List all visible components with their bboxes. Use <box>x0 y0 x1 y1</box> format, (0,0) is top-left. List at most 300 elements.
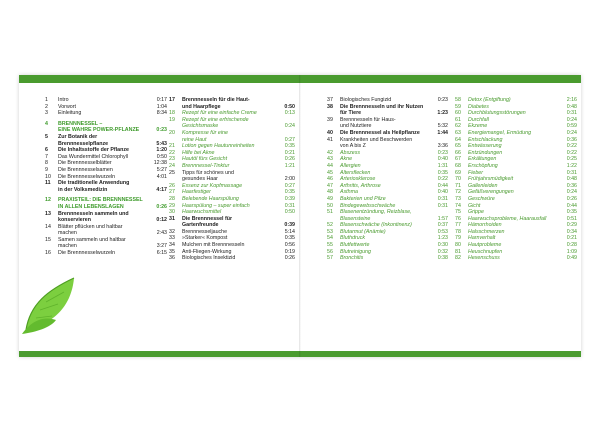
track-row <box>455 216 577 223</box>
track-row <box>45 224 167 231</box>
track-number: 64 <box>455 136 461 143</box>
track-row <box>169 203 295 210</box>
track-row <box>327 203 448 210</box>
track-title: Gartenfreunde <box>182 222 219 229</box>
track-row <box>455 196 577 203</box>
track-row <box>455 183 577 190</box>
track-number: 26 <box>169 182 175 189</box>
track-title: Abszess <box>340 149 361 156</box>
track-number: 12 <box>45 197 51 204</box>
track-duration: 0:35 <box>566 209 577 216</box>
track-title: Hautprobleme <box>468 242 502 249</box>
track-row <box>169 249 295 256</box>
track-number: 37 <box>327 97 333 103</box>
track-duration: 1:23 <box>437 235 448 242</box>
track-number: 22 <box>169 149 175 156</box>
track-title: Blasenentzündung, Reizblase, <box>340 209 412 216</box>
track-row <box>455 143 577 150</box>
track-number: 35 <box>169 248 175 255</box>
track-number: 2 <box>45 103 48 110</box>
track-title: Rezept für eine erfrischende <box>182 116 249 123</box>
track-duration: 0:31 <box>566 169 577 176</box>
track-row <box>455 242 577 249</box>
track-row <box>45 250 167 257</box>
track-row <box>169 196 295 203</box>
track-title: machen <box>58 230 77 237</box>
track-row <box>327 235 448 242</box>
track-number: 33 <box>169 235 175 242</box>
track-title: Blasensteine <box>340 215 371 222</box>
track-title: Intro <box>58 97 69 103</box>
track-duration: 8:34 <box>156 110 167 117</box>
track-row <box>327 156 448 163</box>
track-title: Zur Botanik der <box>58 133 98 140</box>
track-duration: 0:48 <box>566 103 577 110</box>
track-title: Hautöl fürs Gesicht <box>182 156 228 163</box>
track-row <box>327 117 448 124</box>
track-title: Rezept für eine einfache Creme <box>182 110 257 117</box>
track-title: Blutarmut (Anämie) <box>340 228 386 235</box>
track-number: 38 <box>327 103 333 110</box>
track-title: Tipps für schönes und <box>182 169 234 176</box>
track-number: 43 <box>327 156 333 163</box>
track-duration: 0:21 <box>284 149 295 156</box>
track-row <box>327 216 448 223</box>
track-duration: 0:25 <box>566 156 577 163</box>
track-row <box>169 156 295 163</box>
track-number: 36 <box>169 255 175 262</box>
track-duration: 1:44 <box>437 129 448 136</box>
track-title: Allergien <box>340 162 361 169</box>
track-number: 45 <box>327 169 333 176</box>
track-title: Arteriosklerose <box>340 176 376 183</box>
track-title: Gefäßverengungen <box>468 189 514 196</box>
track-title: Brennnesseln für die Haut- <box>182 97 250 103</box>
track-number: 55 <box>327 242 333 249</box>
track-title: Frühjahrsmüdigkeit <box>468 176 514 183</box>
track-row <box>455 130 577 137</box>
track-duration: 1:31 <box>437 162 448 169</box>
track-title: Fieber <box>468 169 484 176</box>
track-title: und Nutztiere <box>340 123 372 130</box>
track-row <box>455 189 577 196</box>
track-duration: 0:28 <box>566 242 577 249</box>
track-title: Hilfe bei Akne <box>182 149 215 156</box>
track-title: Samen sammeln und haltbar <box>58 236 126 243</box>
track-title: Mulchen mit Brennnesseln <box>182 242 245 249</box>
track-number: 5 <box>45 133 48 140</box>
track-number: 52 <box>327 222 333 229</box>
track-duration: 3:27 <box>156 243 167 250</box>
track-row <box>45 97 167 104</box>
track-row <box>169 235 295 242</box>
track-row <box>327 123 448 130</box>
track-row <box>455 156 577 163</box>
track-row <box>45 237 167 244</box>
track-number: 8 <box>45 160 48 167</box>
track-row <box>327 222 448 229</box>
track-duration: 0:39 <box>284 195 295 202</box>
track-title: Grippe <box>468 209 484 216</box>
track-row <box>45 147 167 154</box>
track-row <box>169 222 295 229</box>
track-title: Die traditionelle Anwendung <box>58 180 130 187</box>
track-duration: 1:09 <box>566 248 577 255</box>
track-duration: 0:35 <box>284 143 295 150</box>
track-title: BRENNNESSEL – <box>58 120 103 127</box>
track-duration: 4:17 <box>156 186 167 193</box>
top-band-right <box>300 75 581 83</box>
track-duration: 4:01 <box>156 173 167 180</box>
track-duration: 5:27 <box>156 166 167 173</box>
track-row <box>169 216 295 223</box>
track-title: reine Haut <box>182 136 207 143</box>
track-row <box>169 189 295 196</box>
track-title: Brennnesseln für Haus- <box>340 116 396 123</box>
track-number: 44 <box>327 162 333 169</box>
track-title: Gicht <box>468 202 481 209</box>
track-number: 66 <box>455 149 461 156</box>
track-duration: 0:26 <box>156 203 167 210</box>
track-title: Die Brennnesseln und ihr Nutzen <box>340 103 424 110</box>
track-title: Gesichtsmaske <box>182 123 219 130</box>
track-row <box>45 141 167 148</box>
track-title: Entwässerung <box>468 143 502 150</box>
track-row <box>45 154 167 161</box>
track-title: Bronchitis <box>340 255 364 262</box>
track-title: Heuschnupfen <box>468 248 503 255</box>
track-duration: 1:22 <box>566 162 577 169</box>
track-number: 39 <box>327 116 333 123</box>
track-duration: 2:43 <box>156 230 167 237</box>
track-row <box>455 203 577 210</box>
track-row <box>169 163 295 170</box>
track-number: 16 <box>45 250 51 257</box>
track-row <box>327 249 448 256</box>
track-number: 61 <box>455 116 461 123</box>
track-number: 72 <box>455 189 461 196</box>
track-title: und Haarpflege <box>182 103 221 110</box>
track-number: 80 <box>455 242 461 249</box>
track-row <box>327 170 448 177</box>
track-row <box>327 176 448 183</box>
track-number: 56 <box>327 248 333 255</box>
track-duration: 0:21 <box>566 235 577 242</box>
track-row <box>455 97 577 104</box>
track-title: »Starker« Kompost <box>182 235 228 242</box>
track-title: Bakterien und Pilze <box>340 195 386 202</box>
track-title: Die Brennnesselwurzeln <box>58 250 116 257</box>
track-row <box>455 163 577 170</box>
track-number: 54 <box>327 235 333 242</box>
track-title: Detox (Entgiftung) <box>468 97 511 103</box>
track-duration: 0:24 <box>566 189 577 196</box>
track-title: Krankheiten und Beschwerden <box>340 136 413 143</box>
track-row <box>327 229 448 236</box>
track-duration: 0:23 <box>437 149 448 156</box>
track-row <box>327 110 448 117</box>
track-duration: 0:39 <box>284 222 295 229</box>
track-title: Harnverhalt <box>468 235 496 242</box>
track-title: Biologisches Insektizid <box>182 255 236 262</box>
track-row <box>45 243 167 250</box>
track-number: 34 <box>169 242 175 249</box>
track-row <box>327 163 448 170</box>
track-title: von A bis Z <box>340 143 366 150</box>
track-row <box>169 137 295 144</box>
track-number: 13 <box>45 210 51 217</box>
track-number: 63 <box>455 129 461 136</box>
track-number: 41 <box>327 136 333 143</box>
track-row <box>45 134 167 141</box>
track-row <box>45 180 167 187</box>
track-title: Haarwuchsprobleme, Haarausfall <box>468 215 547 222</box>
track-title: Geschwüre <box>468 195 495 202</box>
track-row <box>455 117 577 124</box>
track-duration: 0:50 <box>284 103 295 110</box>
track-duration: 0:26 <box>566 195 577 202</box>
track-title: EINE WAHRE POWER-PFLANZE <box>58 127 140 134</box>
track-duration: 0:26 <box>284 156 295 163</box>
track-row <box>327 255 448 262</box>
track-duration: 0:40 <box>437 156 448 163</box>
track-duration: 0:59 <box>566 123 577 130</box>
track-duration: 0:22 <box>437 176 448 183</box>
booklet-spine <box>299 75 301 357</box>
track-duration: 1:04 <box>156 103 167 110</box>
track-duration: 0:36 <box>566 136 577 143</box>
track-duration: 0:35 <box>437 169 448 176</box>
track-number: 14 <box>45 223 51 230</box>
track-title: Akne <box>340 156 353 163</box>
track-title: Bluthdruck <box>340 235 366 242</box>
track-number: 81 <box>455 248 461 255</box>
track-title: Blutfettwerte <box>340 242 370 249</box>
track-row <box>455 110 577 117</box>
track-number: 49 <box>327 195 333 202</box>
track-number: 24 <box>169 162 175 169</box>
track-duration: 0:34 <box>566 228 577 235</box>
track-number: 79 <box>455 235 461 242</box>
track-duration: 0:37 <box>437 222 448 229</box>
track-number: 46 <box>327 176 333 183</box>
track-number: 47 <box>327 182 333 189</box>
track-number: 20 <box>169 129 175 136</box>
track-row <box>455 249 577 256</box>
track-row <box>45 167 167 174</box>
track-title: Energiemangel, Ermüdung <box>468 129 532 136</box>
track-title: Durchblutungsstörungen <box>468 110 526 117</box>
track-row <box>169 104 295 111</box>
track-row <box>455 150 577 157</box>
track-duration: 0:44 <box>566 202 577 209</box>
track-title: Hexenschuss <box>468 255 500 262</box>
track-number: 50 <box>327 202 333 209</box>
track-number: 59 <box>455 103 461 110</box>
track-row <box>169 170 295 177</box>
track-row <box>455 123 577 130</box>
track-title: Die Brennnessel als Heilpflanze <box>340 129 420 136</box>
track-duration: 0:35 <box>284 235 295 242</box>
track-title: Vorwort <box>58 103 76 110</box>
track-duration: 0:31 <box>284 202 295 209</box>
track-number: 9 <box>45 166 48 173</box>
track-number: 58 <box>455 97 461 103</box>
track-row <box>455 176 577 183</box>
tracklist-column-1 <box>45 97 167 257</box>
track-duration: 0:36 <box>566 182 577 189</box>
track-duration: 12:38 <box>153 160 167 167</box>
track-title: Kompresse für eine <box>182 129 228 136</box>
track-row <box>45 121 167 128</box>
track-row <box>169 123 295 130</box>
track-number: 57 <box>327 255 333 262</box>
track-row <box>169 150 295 157</box>
track-duration: 3:36 <box>437 143 448 150</box>
track-number: 74 <box>455 202 461 209</box>
track-title: Ekzeme <box>468 123 488 130</box>
track-row <box>45 230 167 237</box>
track-row <box>169 209 295 216</box>
track-number: 29 <box>169 202 175 209</box>
track-row <box>169 242 295 249</box>
track-duration: 5:43 <box>156 140 167 147</box>
bottom-band-right <box>300 351 581 357</box>
track-number: 73 <box>455 195 461 202</box>
track-title: Durchfall <box>468 116 489 123</box>
track-number: 19 <box>169 116 175 123</box>
track-title: Blätter pflücken und haltbar <box>58 223 123 230</box>
cd-booklet <box>19 75 581 357</box>
track-duration: 1:57 <box>437 215 448 222</box>
track-duration: 0:56 <box>284 242 295 249</box>
track-row <box>327 150 448 157</box>
track-row <box>455 104 577 111</box>
track-number: 40 <box>327 129 333 136</box>
track-title: für Tiere <box>340 110 362 117</box>
track-number: 51 <box>327 209 333 216</box>
track-title: Belebende Haarspülung <box>182 195 239 202</box>
track-duration: 6:15 <box>156 250 167 257</box>
track-title: Die Inhaltsstoffe der Pflanze <box>58 147 129 154</box>
track-row <box>455 170 577 177</box>
track-title: Anti-Fliegen-Wirkung <box>182 248 232 255</box>
track-title: Einleitung <box>58 110 82 117</box>
track-number: 11 <box>45 180 51 187</box>
track-number: 42 <box>327 149 333 156</box>
track-row <box>169 229 295 236</box>
track-row <box>327 130 448 137</box>
track-title: Brennnessel-Tinktur <box>182 162 230 169</box>
track-row <box>45 127 167 134</box>
track-duration: 0:24 <box>566 116 577 123</box>
track-title: Haarfestiger <box>182 189 211 196</box>
track-title: gesundes Haar <box>182 176 218 183</box>
track-duration: 0:35 <box>284 189 295 196</box>
track-number: 78 <box>455 228 461 235</box>
track-title: Diabetes <box>468 103 489 110</box>
track-row <box>169 176 295 183</box>
track-row <box>455 209 577 216</box>
track-duration: 5:32 <box>437 123 448 130</box>
track-number: 3 <box>45 110 48 117</box>
track-title: Erschöpfung <box>468 162 498 169</box>
track-number: 30 <box>169 209 175 216</box>
track-row <box>327 137 448 144</box>
track-title: Arthritis, Arthrose <box>340 182 381 189</box>
track-title: Blutreinigung <box>340 248 371 255</box>
track-title: Erkältungen <box>468 156 497 163</box>
track-number: 18 <box>169 110 175 117</box>
track-number: 68 <box>455 162 461 169</box>
track-row <box>45 211 167 218</box>
track-duration: 1:21 <box>284 162 295 169</box>
track-title: Haarwuchsmittel <box>182 209 222 216</box>
track-number: 10 <box>45 173 51 180</box>
track-row <box>327 209 448 216</box>
track-duration: 5:14 <box>284 228 295 235</box>
track-row <box>327 183 448 190</box>
track-row <box>455 235 577 242</box>
track-row <box>45 187 167 194</box>
track-number: 25 <box>169 169 175 176</box>
track-number: 1 <box>45 97 48 103</box>
track-title: Hämorrhoiden <box>468 222 502 229</box>
track-duration: 0:44 <box>437 182 448 189</box>
track-title: Gallenleiden <box>468 182 498 189</box>
track-duration: 0:24 <box>284 123 295 130</box>
track-row <box>169 110 295 117</box>
track-title: Die Brennnessel für <box>182 215 233 222</box>
track-title: Das Wundermittel Chlorophyll <box>58 153 128 160</box>
track-row <box>45 217 167 224</box>
track-number: 28 <box>169 195 175 202</box>
track-number: 67 <box>455 156 461 163</box>
track-title: Halsschmerzen <box>468 228 505 235</box>
track-number: 21 <box>169 143 175 150</box>
track-duration: 0:24 <box>566 129 577 136</box>
track-number: 7 <box>45 153 48 160</box>
track-duration: 0:49 <box>566 255 577 262</box>
track-row <box>169 183 295 190</box>
track-title: Altersflecken <box>340 169 371 176</box>
track-row <box>45 204 167 211</box>
track-row <box>455 137 577 144</box>
track-duration: 0:19 <box>284 248 295 255</box>
track-duration: 1:20 <box>156 147 167 154</box>
track-duration: 0:31 <box>437 195 448 202</box>
track-duration: 0:27 <box>284 136 295 143</box>
tracklist-column-3 <box>327 97 448 262</box>
track-title: Brennnesseln sammeln und <box>58 210 129 217</box>
track-row <box>455 255 577 262</box>
track-number: 82 <box>455 255 461 262</box>
track-title: Entschlackung <box>468 136 503 143</box>
track-duration: 0:26 <box>284 255 295 262</box>
track-number: 15 <box>45 236 51 243</box>
track-duration: 0:30 <box>437 242 448 249</box>
track-duration: 0:23 <box>437 97 448 103</box>
track-row <box>45 110 167 117</box>
track-duration: 0:31 <box>566 110 577 117</box>
track-duration: 0:50 <box>284 209 295 216</box>
track-duration: 0:51 <box>566 215 577 222</box>
tracklist-column-4 <box>455 97 577 262</box>
track-title: in der Volksmedizin <box>58 186 108 193</box>
track-title: Brennnesselpflanze <box>58 140 109 147</box>
track-number: 60 <box>455 110 461 117</box>
track-number: 77 <box>455 222 461 229</box>
